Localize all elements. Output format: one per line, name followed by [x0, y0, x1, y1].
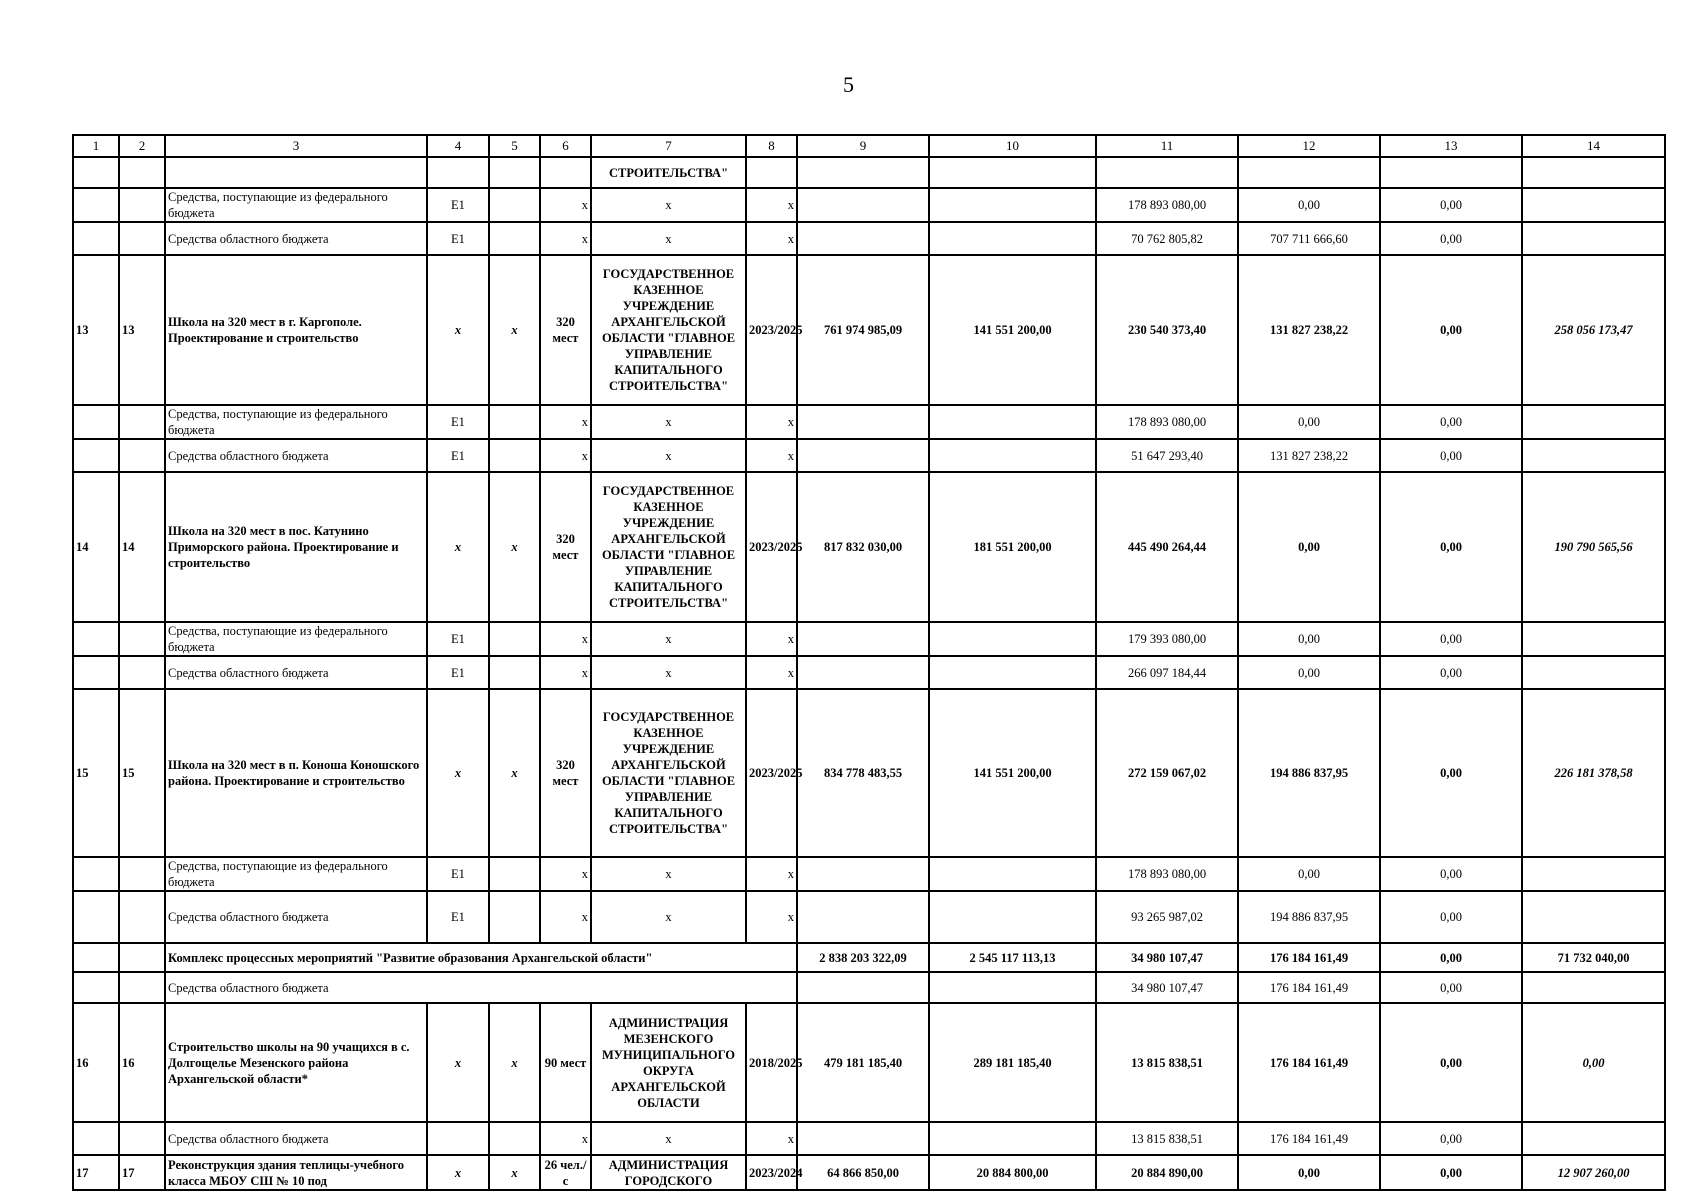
- table-cell: [119, 656, 165, 689]
- x-mark: х: [540, 188, 591, 222]
- object-name: Школа на 320 мест в г. Каргополе. Проектирование и строительство: [165, 255, 427, 405]
- table-cell: [73, 405, 119, 439]
- x-mark: х: [591, 439, 746, 472]
- code-cell: Е1: [427, 857, 489, 891]
- table-row: [73, 689, 1665, 857]
- table-row: [73, 222, 1665, 255]
- x-mark: х: [746, 188, 797, 222]
- column-header: 5: [489, 135, 540, 157]
- amount-cell: [1522, 439, 1665, 472]
- amount-cell: 71 732 040,00: [1522, 943, 1665, 972]
- amount-cell: 2 545 117 113,13: [929, 943, 1096, 972]
- table-row: [73, 1003, 1665, 1122]
- amount-cell: [1522, 656, 1665, 689]
- executor-cell: ГОСУДАРСТВЕННОЕ КАЗЕННОЕ УЧРЕЖДЕНИЕ АРХАНГЕЛЬСКОЙ ОБЛАСТИ "ГЛАВНОЕ УПРАВЛЕНИЕ КАПИТАЛЬНОГО СТРОИТЕЛЬСТВА": [591, 689, 746, 857]
- amount-cell: 176 184 161,49: [1238, 943, 1380, 972]
- table-cell: [489, 405, 540, 439]
- table-cell: [73, 857, 119, 891]
- amount-cell: [797, 1122, 929, 1155]
- table-cell: [929, 157, 1096, 188]
- capacity-cell: 90 мест: [540, 1003, 591, 1122]
- table-cell: [73, 157, 119, 188]
- funding-source: Средства областного бюджета: [165, 222, 427, 255]
- amount-cell: 0,00: [1380, 188, 1522, 222]
- funding-source: Средства, поступающие из федерального бюджета: [165, 857, 427, 891]
- table-row: [73, 1122, 1665, 1155]
- code-cell: Е1: [427, 188, 489, 222]
- x-mark: х: [746, 439, 797, 472]
- executor-cell: АДМИНИСТРАЦИЯ МЕЗЕНСКОГО МУНИЦИПАЛЬНОГО ОКРУГА АРХАНГЕЛЬСКОЙ ОБЛАСТИ: [591, 1003, 746, 1122]
- x-mark: х: [591, 222, 746, 255]
- table-cell: [119, 891, 165, 943]
- object-name: Школа на 320 мест в пос. Катунино Приморского района. Проектирование и строительство: [165, 472, 427, 622]
- table-cell: [489, 622, 540, 656]
- amount-cell: [929, 188, 1096, 222]
- amount-cell: [1522, 891, 1665, 943]
- amount-cell: 445 490 264,44: [1096, 472, 1238, 622]
- code-cell: х: [489, 1003, 540, 1122]
- code-cell: Е1: [427, 222, 489, 255]
- amount-cell: 0,00: [1380, 405, 1522, 439]
- table-row: [73, 891, 1665, 943]
- amount-cell: 0,00: [1238, 405, 1380, 439]
- code-cell: Е1: [427, 656, 489, 689]
- table-cell: [73, 439, 119, 472]
- amount-cell: [797, 891, 929, 943]
- amount-cell: [929, 1122, 1096, 1155]
- amount-cell: 0,00: [1380, 1155, 1522, 1190]
- amount-cell: 20 884 800,00: [929, 1155, 1096, 1190]
- table-cell: [73, 972, 119, 1003]
- amount-cell: 834 778 483,55: [797, 689, 929, 857]
- amount-cell: 707 711 666,60: [1238, 222, 1380, 255]
- amount-cell: [1522, 222, 1665, 255]
- table-cell: [489, 656, 540, 689]
- table-cell: [73, 943, 119, 972]
- amount-cell: 181 551 200,00: [929, 472, 1096, 622]
- table-row: [73, 157, 1665, 188]
- table-cell: [73, 188, 119, 222]
- table-cell: [73, 622, 119, 656]
- code-cell: х: [489, 689, 540, 857]
- funding-source: Средства областного бюджета: [165, 656, 427, 689]
- amount-cell: 93 265 987,02: [1096, 891, 1238, 943]
- code-cell: [427, 1122, 489, 1155]
- row-number: 14: [73, 472, 119, 622]
- table-cell: [489, 157, 540, 188]
- header-row: [73, 135, 1665, 157]
- amount-cell: [797, 622, 929, 656]
- column-header: 1: [73, 135, 119, 157]
- amount-cell: [797, 857, 929, 891]
- x-mark: х: [591, 891, 746, 943]
- amount-cell: 141 551 200,00: [929, 255, 1096, 405]
- amount-cell: 0,00: [1238, 622, 1380, 656]
- table-cell: [797, 157, 929, 188]
- amount-cell: 70 762 805,82: [1096, 222, 1238, 255]
- table-cell: [119, 972, 165, 1003]
- amount-cell: [1522, 188, 1665, 222]
- amount-cell: 0,00: [1238, 1155, 1380, 1190]
- column-header: 6: [540, 135, 591, 157]
- amount-cell: 0,00: [1380, 255, 1522, 405]
- code-cell: Е1: [427, 439, 489, 472]
- table-row: [73, 622, 1665, 656]
- period-cell: 2023/2025: [746, 255, 797, 405]
- amount-cell: 0,00: [1380, 622, 1522, 656]
- x-mark: х: [540, 656, 591, 689]
- amount-cell: 0,00: [1380, 857, 1522, 891]
- table-cell: [1238, 157, 1380, 188]
- amount-cell: [797, 656, 929, 689]
- x-mark: х: [746, 622, 797, 656]
- amount-cell: 0,00: [1380, 439, 1522, 472]
- amount-cell: 0,00: [1380, 1003, 1522, 1122]
- column-header: 10: [929, 135, 1096, 157]
- amount-cell: [1522, 972, 1665, 1003]
- amount-cell: 12 907 260,00: [1522, 1155, 1665, 1190]
- amount-cell: 761 974 985,09: [797, 255, 929, 405]
- table-cell: [746, 157, 797, 188]
- table-cell: [73, 1122, 119, 1155]
- code-cell: х: [427, 689, 489, 857]
- amount-cell: 0,00: [1380, 222, 1522, 255]
- table-cell: [427, 157, 489, 188]
- period-cell: 2023/2024: [746, 1155, 797, 1190]
- amount-cell: 0,00: [1380, 943, 1522, 972]
- x-mark: х: [540, 1122, 591, 1155]
- amount-cell: 64 866 850,00: [797, 1155, 929, 1190]
- amount-cell: 0,00: [1522, 1003, 1665, 1122]
- table-cell: [489, 891, 540, 943]
- amount-cell: [929, 222, 1096, 255]
- x-mark: х: [746, 891, 797, 943]
- amount-cell: [929, 656, 1096, 689]
- code-cell: х: [489, 255, 540, 405]
- amount-cell: 0,00: [1380, 891, 1522, 943]
- table-cell: [119, 857, 165, 891]
- amount-cell: 0,00: [1380, 1122, 1522, 1155]
- column-header: 8: [746, 135, 797, 157]
- table-cell: [1380, 157, 1522, 188]
- capacity-cell: 320 мест: [540, 472, 591, 622]
- table-cell: [119, 622, 165, 656]
- funding-source: Средства, поступающие из федерального бюджета: [165, 188, 427, 222]
- table-row: [73, 405, 1665, 439]
- table-cell: [489, 857, 540, 891]
- code-cell: х: [489, 1155, 540, 1190]
- row-number: 15: [119, 689, 165, 857]
- amount-cell: [1522, 1122, 1665, 1155]
- amount-cell: 289 181 185,40: [929, 1003, 1096, 1122]
- amount-cell: 34 980 107,47: [1096, 943, 1238, 972]
- table-cell: [1096, 157, 1238, 188]
- amount-cell: [1522, 622, 1665, 656]
- period-cell: 2023/2025: [746, 472, 797, 622]
- table-row: [73, 943, 1665, 972]
- amount-cell: 0,00: [1238, 472, 1380, 622]
- x-mark: х: [591, 405, 746, 439]
- code-cell: х: [427, 1003, 489, 1122]
- amount-cell: 176 184 161,49: [1238, 972, 1380, 1003]
- column-header: 3: [165, 135, 427, 157]
- column-header: 11: [1096, 135, 1238, 157]
- x-mark: х: [540, 891, 591, 943]
- funding-source: Средства областного бюджета: [165, 972, 797, 1003]
- table-cell: [489, 1122, 540, 1155]
- x-mark: х: [591, 188, 746, 222]
- amount-cell: 131 827 238,22: [1238, 255, 1380, 405]
- code-cell: х: [427, 472, 489, 622]
- amount-cell: [797, 405, 929, 439]
- table-cell: [73, 656, 119, 689]
- table-cell: [73, 891, 119, 943]
- capacity-cell: 320 мест: [540, 689, 591, 857]
- executor-cell: ГОСУДАРСТВЕННОЕ КАЗЕННОЕ УЧРЕЖДЕНИЕ АРХАНГЕЛЬСКОЙ ОБЛАСТИ "ГЛАВНОЕ УПРАВЛЕНИЕ КАПИТАЛЬНОГО СТРОИТЕЛЬСТВА": [591, 255, 746, 405]
- amount-cell: [929, 622, 1096, 656]
- table-cell: [540, 157, 591, 188]
- code-cell: Е1: [427, 622, 489, 656]
- amount-cell: [929, 439, 1096, 472]
- capacity-cell: 320 мест: [540, 255, 591, 405]
- table-row: [73, 656, 1665, 689]
- x-mark: х: [591, 857, 746, 891]
- x-mark: х: [746, 656, 797, 689]
- amount-cell: 178 893 080,00: [1096, 405, 1238, 439]
- amount-cell: 0,00: [1238, 188, 1380, 222]
- column-header: 14: [1522, 135, 1665, 157]
- column-header: 12: [1238, 135, 1380, 157]
- x-mark: х: [746, 405, 797, 439]
- amount-cell: 178 893 080,00: [1096, 188, 1238, 222]
- table-cell: [489, 439, 540, 472]
- row-number: 17: [119, 1155, 165, 1190]
- amount-cell: 13 815 838,51: [1096, 1122, 1238, 1155]
- amount-cell: 258 056 173,47: [1522, 255, 1665, 405]
- row-number: 16: [119, 1003, 165, 1122]
- amount-cell: [929, 857, 1096, 891]
- row-number: 16: [73, 1003, 119, 1122]
- amount-cell: 194 886 837,95: [1238, 891, 1380, 943]
- amount-cell: 131 827 238,22: [1238, 439, 1380, 472]
- amount-cell: [929, 405, 1096, 439]
- x-mark: х: [540, 222, 591, 255]
- amount-cell: 0,00: [1380, 972, 1522, 1003]
- table-row: [73, 188, 1665, 222]
- amount-cell: [797, 188, 929, 222]
- table-row: [73, 972, 1665, 1003]
- amount-cell: 179 393 080,00: [1096, 622, 1238, 656]
- code-cell: Е1: [427, 891, 489, 943]
- amount-cell: 34 980 107,47: [1096, 972, 1238, 1003]
- table-cell: [489, 188, 540, 222]
- period-cell: 2023/2025: [746, 689, 797, 857]
- x-mark: х: [591, 1122, 746, 1155]
- x-mark: х: [746, 222, 797, 255]
- period-cell: 2018/2025: [746, 1003, 797, 1122]
- column-header: 7: [591, 135, 746, 157]
- funding-source: Средства областного бюджета: [165, 439, 427, 472]
- funding-source: Средства областного бюджета: [165, 1122, 427, 1155]
- column-header: 2: [119, 135, 165, 157]
- object-name: Реконструкция здания теплицы-учебного класса МБОУ СШ № 10 под: [165, 1155, 427, 1190]
- amount-cell: 272 159 067,02: [1096, 689, 1238, 857]
- executor-cell: АДМИНИСТРАЦИЯ ГОРОДСКОГО: [591, 1155, 746, 1190]
- table-cell: [165, 157, 427, 188]
- amount-cell: 178 893 080,00: [1096, 857, 1238, 891]
- amount-cell: [797, 972, 929, 1003]
- executor-cell: ГОСУДАРСТВЕННОЕ КАЗЕННОЕ УЧРЕЖДЕНИЕ АРХАНГЕЛЬСКОЙ ОБЛАСТИ "ГЛАВНОЕ УПРАВЛЕНИЕ КАПИТАЛЬНОГО СТРОИТЕЛЬСТВА": [591, 472, 746, 622]
- row-number: 13: [119, 255, 165, 405]
- budget-table: [72, 134, 1666, 1191]
- amount-cell: 0,00: [1380, 689, 1522, 857]
- amount-cell: 0,00: [1380, 656, 1522, 689]
- amount-cell: 194 886 837,95: [1238, 689, 1380, 857]
- row-number: 14: [119, 472, 165, 622]
- row-number: 13: [73, 255, 119, 405]
- x-mark: х: [540, 622, 591, 656]
- table-cell: [119, 943, 165, 972]
- amount-cell: [1522, 405, 1665, 439]
- amount-cell: 190 790 565,56: [1522, 472, 1665, 622]
- code-cell: х: [427, 1155, 489, 1190]
- amount-cell: 817 832 030,00: [797, 472, 929, 622]
- x-mark: х: [591, 622, 746, 656]
- table-cell: [1522, 157, 1665, 188]
- amount-cell: 226 181 378,58: [1522, 689, 1665, 857]
- row-number: 15: [73, 689, 119, 857]
- row-number: 17: [73, 1155, 119, 1190]
- object-name: Строительство школы на 90 учащихся в с. Долгощелье Мезенского района Архангельской области*: [165, 1003, 427, 1122]
- code-cell: х: [489, 472, 540, 622]
- amount-cell: 230 540 373,40: [1096, 255, 1238, 405]
- table-row: [73, 439, 1665, 472]
- amount-cell: [1522, 857, 1665, 891]
- column-header: 9: [797, 135, 929, 157]
- table-cell: [119, 439, 165, 472]
- amount-cell: 176 184 161,49: [1238, 1122, 1380, 1155]
- amount-cell: [929, 891, 1096, 943]
- amount-cell: 2 838 203 322,09: [797, 943, 929, 972]
- column-header: 4: [427, 135, 489, 157]
- funding-source: Средства областного бюджета: [165, 891, 427, 943]
- table-cell: [119, 1122, 165, 1155]
- amount-cell: 0,00: [1380, 472, 1522, 622]
- table-body: [73, 135, 1665, 1190]
- amount-cell: 141 551 200,00: [929, 689, 1096, 857]
- amount-cell: 0,00: [1238, 857, 1380, 891]
- table-cell: [119, 157, 165, 188]
- x-mark: х: [540, 439, 591, 472]
- table-cell: [119, 222, 165, 255]
- column-header: 13: [1380, 135, 1522, 157]
- x-mark: х: [746, 1122, 797, 1155]
- x-mark: х: [591, 656, 746, 689]
- amount-cell: 13 815 838,51: [1096, 1003, 1238, 1122]
- amount-cell: [929, 972, 1096, 1003]
- table-cell: [119, 405, 165, 439]
- table-row: [73, 857, 1665, 891]
- table-row: [73, 255, 1665, 405]
- table-row: [73, 472, 1665, 622]
- x-mark: х: [540, 857, 591, 891]
- amount-cell: 479 181 185,40: [797, 1003, 929, 1122]
- amount-cell: 20 884 890,00: [1096, 1155, 1238, 1190]
- complex-title: Комплекс процессных мероприятий "Развитие образования Архангельской области": [165, 943, 797, 972]
- page-number: 5: [843, 72, 854, 97]
- amount-cell: [797, 439, 929, 472]
- table-row: [73, 1155, 1665, 1190]
- object-name: Школа на 320 мест в п. Коноша Коношского района. Проектирование и строительство: [165, 689, 427, 857]
- capacity-cell: 26 чел./с: [540, 1155, 591, 1190]
- amount-cell: 0,00: [1238, 656, 1380, 689]
- amount-cell: 176 184 161,49: [1238, 1003, 1380, 1122]
- code-cell: х: [427, 255, 489, 405]
- executor-cell: СТРОИТЕЛЬСТВА": [591, 157, 746, 188]
- table-cell: [73, 222, 119, 255]
- funding-source: Средства, поступающие из федерального бюджета: [165, 405, 427, 439]
- amount-cell: 51 647 293,40: [1096, 439, 1238, 472]
- amount-cell: [797, 222, 929, 255]
- code-cell: Е1: [427, 405, 489, 439]
- table-cell: [489, 222, 540, 255]
- amount-cell: 266 097 184,44: [1096, 656, 1238, 689]
- table-cell: [119, 188, 165, 222]
- x-mark: х: [746, 857, 797, 891]
- funding-source: Средства, поступающие из федерального бюджета: [165, 622, 427, 656]
- x-mark: х: [540, 405, 591, 439]
